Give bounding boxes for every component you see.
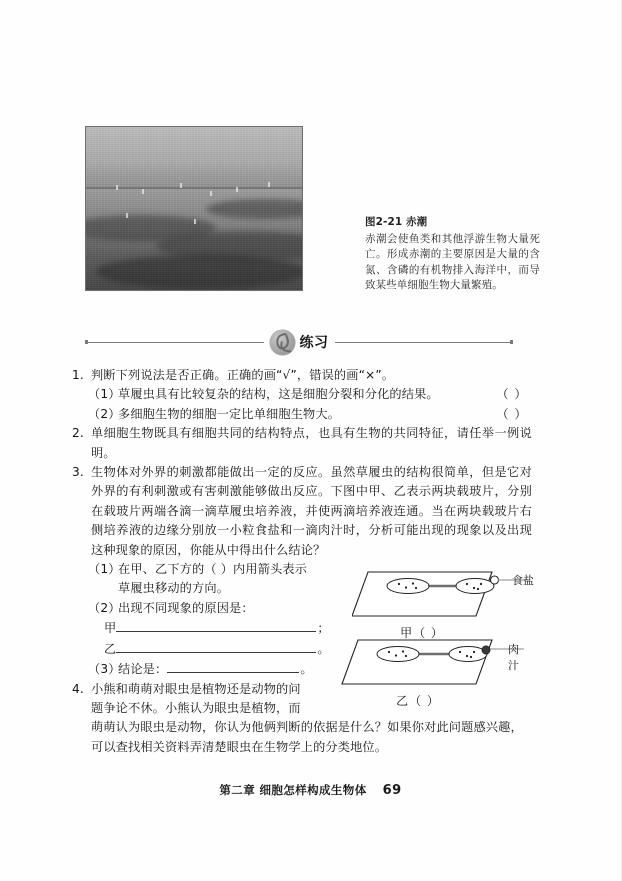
- subitem-text: 在甲、乙下方的（ ）内用箭头表示: [118, 562, 308, 577]
- exercise-text-line1: 小熊和萌萌对眼虫是植物还是动物的问: [91, 681, 301, 696]
- salt-grain-marker: [491, 576, 499, 584]
- answer-blank-line[interactable]: [116, 639, 316, 653]
- subitem-number: （3）: [88, 662, 121, 677]
- practice-section-divider: [85, 327, 513, 357]
- paramecium-dot: [480, 583, 482, 585]
- paramecium-dot: [412, 582, 414, 584]
- paramecium-dot: [477, 588, 479, 590]
- blank-punctuation: ；: [317, 621, 330, 636]
- diagram-caption-yi: 乙（ ）: [396, 694, 440, 708]
- paramecium-dot: [473, 651, 475, 653]
- paramecium-dot: [473, 587, 475, 589]
- exercise-text: 生物体对外界的刺激都能做出一定的反应。虽然草履虫的结构很简单，但是它对外界的有利刺激或有害刺激能够做出反应。下图中甲、乙表示两块载玻片，分别在载玻片两端各滴一滴草履虫培养液，并使两滴培养液连通。当在两块载玻片右侧培养液的边缘分别放一小粒食盐和一滴肉汁时，分析可能出现的现象以及出现这种现象的原因，你能从中得出什么结论？: [91, 465, 532, 557]
- paramecium-dot: [459, 651, 461, 653]
- broth-drop-marker: [482, 646, 490, 654]
- exercise-text-line3: 萌萌认为眼虫是动物，你认为他俩判断的依据是什么？如果你对此问题感兴趣，可以查找相关资料弄清楚眼虫在生物学上的分类地位。: [91, 720, 523, 754]
- exercise-item-2: [72, 424, 532, 463]
- answer-blank-line[interactable]: [116, 618, 316, 632]
- practice-badge: [264, 330, 335, 355]
- culture-drop-right: [449, 647, 487, 662]
- photo-film-grain: [86, 127, 302, 290]
- paramecium-dot: [405, 586, 407, 588]
- subitem-text: 草履虫具有比较复杂的结构，这是细胞分裂和分化的结果。: [118, 387, 439, 402]
- exercise-number: 2.: [72, 426, 84, 441]
- paramecium-dot: [405, 655, 407, 657]
- culture-drop-left: [377, 647, 419, 662]
- figure-block: [85, 126, 540, 294]
- diagram-annotation-broth: 肉汁: [508, 643, 519, 672]
- exercise-item-1: [72, 366, 532, 385]
- paramecium-dot: [470, 656, 472, 658]
- footer-page-number: 69: [382, 783, 402, 798]
- exercise-item-3: [72, 463, 532, 560]
- exercise-subitem-1-1: [88, 385, 532, 404]
- practice-label: 练习: [299, 335, 329, 351]
- blank-punctuation: 。: [300, 662, 313, 677]
- diagram-caption-jia: 甲（ ）: [400, 626, 444, 640]
- subitem-number: （1）: [88, 562, 121, 577]
- subitem-text: 结论是：: [118, 662, 168, 677]
- culture-drop-right: [456, 579, 494, 594]
- footer-chapter-title: 第二章 细胞怎样构成生物体: [219, 783, 367, 797]
- answer-blank-line[interactable]: [167, 659, 299, 673]
- figure-caption: [365, 126, 540, 294]
- paramecium-dot: [395, 654, 397, 656]
- figure-caption-body: 赤潮会使鱼类和其他浮游生物大量死亡。形成赤潮的主要原因是大量的含氮、含磷的有机物排入海洋中，而导致某些单细胞生物大量繁殖。: [365, 232, 540, 291]
- diagram-annotation-salt: 食盐: [512, 574, 534, 587]
- subitem-number: （2）: [88, 406, 121, 421]
- exercise-subitem-3-2: [88, 599, 343, 618]
- exercise-text: 判断下列说法是否正确。正确的画“√”，错误的画“×”。: [91, 368, 395, 382]
- blank-punctuation: 。: [317, 641, 330, 656]
- exercise-subitem-3-1: [88, 560, 343, 579]
- answer-parenthesis[interactable]: （ ）: [496, 387, 528, 402]
- paramecium-dot: [398, 583, 400, 585]
- divider-rule-right: [335, 342, 514, 343]
- slide-yi-svg: [340, 636, 535, 694]
- exercise-text: 单细胞生物既具有细胞共同的结构特点，也具有生物的共同特征，请任举一例说明。: [91, 426, 532, 460]
- paramecium-dot: [415, 587, 417, 589]
- divider-rule-left: [85, 342, 264, 343]
- exercise-subitem-1-2: [88, 405, 532, 424]
- blank-label: 甲: [104, 621, 117, 636]
- exercise-text-line2: 题争论不休。小熊认为眼虫是植物，而: [91, 700, 301, 715]
- subitem-text: 多细胞生物的细胞一定比单细胞生物大。: [118, 406, 341, 421]
- diagram-slide-jia: [352, 568, 537, 641]
- exercise-subitem-3-1-cont: 草履虫移动的方向。: [118, 581, 230, 596]
- page-footer: [0, 782, 621, 798]
- blank-label: 乙: [104, 641, 117, 656]
- red-tide-photograph: [85, 126, 303, 291]
- hand-swirl-icon: [270, 330, 295, 355]
- subitem-number: （1）: [88, 387, 121, 402]
- diagram-slide-yi: [340, 636, 525, 709]
- paramecium-dot: [402, 650, 404, 652]
- exercise-number: 1.: [72, 368, 84, 382]
- exercise-number: 3.: [72, 465, 84, 480]
- figure-caption-title: 图2-21 赤潮: [365, 216, 428, 228]
- paramecium-dot: [388, 651, 390, 653]
- exercise-number: 4.: [72, 681, 84, 696]
- answer-parenthesis[interactable]: （ ）: [496, 406, 528, 421]
- subitem-text: 出现不同现象的原因是：: [118, 600, 254, 615]
- paramecium-dot: [466, 583, 468, 585]
- subitem-number: （2）: [88, 600, 121, 615]
- paramecium-dot: [466, 655, 468, 657]
- culture-drop-left: [387, 579, 429, 594]
- slide-jia-svg: [352, 568, 537, 626]
